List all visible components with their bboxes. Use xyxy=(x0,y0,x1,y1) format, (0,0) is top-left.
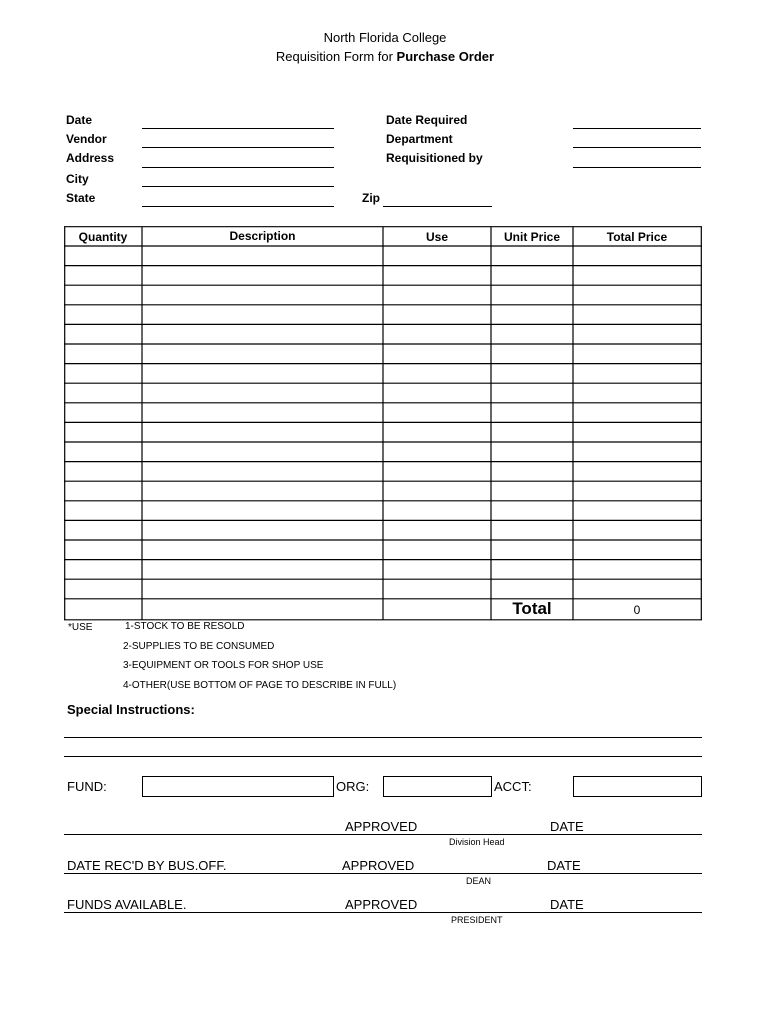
requisitioned-by-label: Requisitioned by xyxy=(386,151,483,165)
acct-label: ACCT: xyxy=(494,779,532,794)
city-label: City xyxy=(66,172,89,186)
fund-input[interactable] xyxy=(142,776,334,797)
col-header-total-price: Total Price xyxy=(606,230,668,244)
col-header-use: Use xyxy=(425,230,448,244)
date-label-1: DATE xyxy=(550,819,584,834)
date-label-3: DATE xyxy=(550,897,584,912)
use-code-2: 2-SUPPLIES TO BE CONSUMED xyxy=(123,641,275,652)
approved-label-1: APPROVED xyxy=(345,819,418,834)
state-label: State xyxy=(66,191,96,205)
acct-input[interactable] xyxy=(573,776,702,797)
approval-line-2[interactable] xyxy=(64,873,702,874)
date-label: Date xyxy=(66,113,93,127)
funds-available-label: FUNDS AVAILABLE. xyxy=(67,897,187,912)
use-code-3: 3-EQUIPMENT OR TOOLS FOR SHOP USE xyxy=(123,660,324,671)
city-field[interactable] xyxy=(142,186,334,187)
org-label: ORG: xyxy=(336,779,370,794)
date-field[interactable] xyxy=(142,128,334,129)
fund-label: FUND: xyxy=(67,779,107,794)
use-code-1: 1-STOCK TO BE RESOLD xyxy=(125,621,245,632)
vendor-field[interactable] xyxy=(142,147,334,148)
department-label: Department xyxy=(386,132,453,146)
col-header-description: Description xyxy=(229,229,296,243)
org-input[interactable] xyxy=(383,776,492,797)
date-recd-label: DATE REC'D BY BUS.OFF. xyxy=(67,858,227,873)
approval-line-3[interactable] xyxy=(64,912,702,913)
requisitioned-by-field[interactable] xyxy=(573,167,701,168)
zip-label: Zip xyxy=(362,191,380,205)
total-value: 0 xyxy=(633,603,641,617)
department-field[interactable] xyxy=(573,147,701,148)
special-instructions-label: Special Instructions: xyxy=(67,702,195,717)
state-field[interactable] xyxy=(142,206,334,207)
approval-line-1[interactable] xyxy=(64,834,702,835)
college-name: North Florida College xyxy=(323,30,447,45)
use-marker: *USE xyxy=(68,622,93,633)
vendor-label: Vendor xyxy=(66,132,107,146)
form-title-bold: Purchase Order xyxy=(396,49,495,64)
use-code-4: 4-OTHER(USE BOTTOM OF PAGE TO DESCRIBE IN FULL) xyxy=(123,680,397,691)
approved-label-3: APPROVED xyxy=(345,897,418,912)
role-president: PRESIDENT xyxy=(451,915,503,925)
col-header-unit-price: Unit Price xyxy=(503,230,560,244)
address-field[interactable] xyxy=(142,167,334,168)
form-title-prefix: Requisition Form for xyxy=(275,49,397,64)
role-dean: DEAN xyxy=(466,876,492,886)
special-instructions-line-2[interactable] xyxy=(64,756,702,757)
date-required-label: Date Required xyxy=(386,113,468,127)
approved-label-2: APPROVED xyxy=(342,858,415,873)
address-label: Address xyxy=(66,151,115,165)
zip-field[interactable] xyxy=(383,206,492,207)
col-header-quantity: Quantity xyxy=(78,230,128,244)
total-label: Total xyxy=(512,599,552,618)
special-instructions-line-1[interactable] xyxy=(64,737,702,738)
form-title xyxy=(0,49,770,64)
date-label-2: DATE xyxy=(547,858,581,873)
date-required-field[interactable] xyxy=(573,128,701,129)
role-division-head: Division Head xyxy=(449,837,505,847)
items-table xyxy=(64,226,704,621)
